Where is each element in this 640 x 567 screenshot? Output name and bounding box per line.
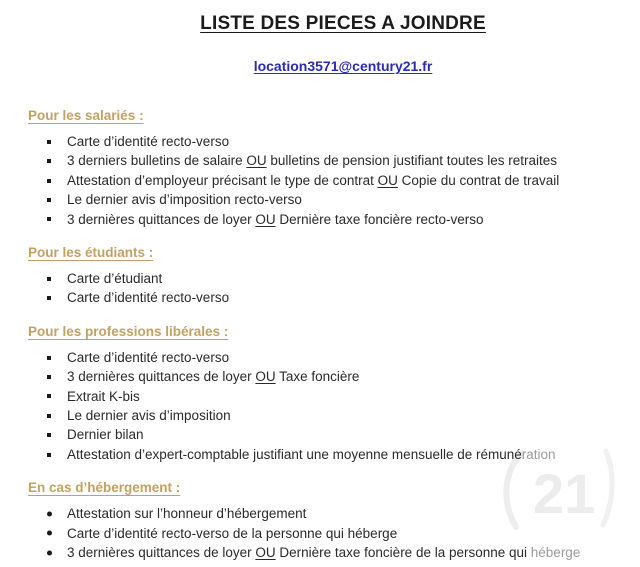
list-item-text: [67, 290, 229, 305]
list-item: [28, 269, 630, 288]
list-item-text: [67, 271, 162, 286]
text-segment: Carte d’identité recto-verso: [67, 290, 230, 306]
list-item-text: [67, 173, 559, 188]
text-segment: bulletins de pension justifiant toutes les retraites: [266, 153, 558, 169]
sections-container: [0, 107, 640, 563]
list-item-text: [67, 153, 557, 168]
text-segment: Copie du contrat de travail: [397, 172, 560, 188]
list-item: [28, 190, 630, 209]
list-item-text: [67, 408, 231, 423]
section-salaries: [28, 107, 630, 229]
square-bullet-icon: [47, 453, 51, 457]
section-heading: Pour les professions libérales :: [28, 323, 229, 339]
square-bullet-icon: [47, 433, 51, 437]
square-bullet-icon: [47, 140, 51, 144]
square-bullet-icon: [47, 217, 51, 221]
square-bullet-icon: [47, 394, 51, 398]
section-item-list: [28, 348, 630, 464]
list-item-text: [67, 134, 229, 149]
email-link[interactable]: location3571@century21.fr: [253, 58, 433, 74]
text-segment: Carte d’identité recto-verso: [67, 349, 230, 365]
square-bullet-icon: [47, 179, 51, 183]
list-item: [28, 210, 630, 229]
list-item-text: [67, 212, 483, 227]
section-heading: Pour les étudiants :: [28, 245, 154, 261]
list-item-text: [67, 447, 556, 462]
text-segment: OU: [255, 545, 276, 561]
section-heading: En cas d’hébergement :: [28, 480, 181, 496]
section-item-list: [28, 504, 630, 562]
list-item-text: [67, 526, 397, 541]
square-bullet-icon: [47, 375, 51, 379]
list-item-text: [67, 545, 580, 560]
list-item-text: [67, 389, 140, 404]
list-item-text: [67, 506, 306, 521]
watermark-21-text: 21: [533, 462, 596, 525]
disc-bullet-icon: [47, 550, 52, 555]
text-segment: Taxe foncière: [275, 369, 360, 385]
list-item: [28, 288, 630, 307]
disc-bullet-icon: [47, 531, 52, 536]
list-item: [28, 387, 630, 406]
text-segment: Attestation d’expert-comptable justifiant une moyenne mensuelle de rémuné: [67, 446, 522, 462]
list-item-text: [67, 192, 302, 207]
list-item: [28, 171, 630, 190]
text-segment: Dernier bilan: [67, 427, 144, 443]
text-segment: OU: [246, 153, 267, 169]
list-item-text: [67, 369, 359, 384]
text-segment: 3 derniers bulletins de salaire: [67, 153, 247, 169]
text-segment: OU: [255, 369, 276, 385]
square-bullet-icon: [47, 296, 51, 300]
section-item-list: [28, 132, 630, 229]
list-item: [28, 543, 630, 562]
text-segment: Carte d’identité recto-verso de la personne qui héberge: [67, 525, 398, 541]
text-segment: OU: [377, 172, 398, 188]
list-item-text: [67, 427, 144, 442]
square-bullet-icon: [47, 356, 51, 360]
text-segment: 3 dernières quittances de loyer: [67, 369, 256, 385]
list-item: [28, 524, 630, 543]
text-segment: Attestation sur l’honneur d’hébergement: [67, 506, 307, 522]
text-segment: 3 dernières quittances de loyer: [67, 211, 256, 227]
document-header: [0, 0, 640, 76]
text-segment: Carte d’étudiant: [67, 271, 163, 287]
list-item: [28, 445, 630, 464]
text-segment: ration: [521, 446, 556, 462]
section-item-list: [28, 269, 630, 308]
text-segment: Le dernier avis d’imposition: [67, 408, 231, 424]
list-item: [28, 406, 630, 425]
section-heading: Pour les salariés :: [28, 108, 144, 123]
text-segment: Le dernier avis d’imposition recto-verso: [67, 192, 302, 208]
section-etudiants: [28, 244, 630, 308]
text-segment: 3 dernières quittances de loyer: [67, 545, 256, 561]
section-hebergement: [28, 479, 630, 562]
list-item: [28, 132, 630, 151]
text-segment: Carte d’identité recto-verso: [67, 134, 230, 149]
text-segment: Dernière taxe foncière recto-verso: [275, 211, 484, 227]
text-segment: héberge: [530, 545, 581, 561]
text-segment: Extrait K-bis: [67, 388, 140, 404]
list-item-text: [67, 350, 229, 365]
list-item: [28, 348, 630, 367]
text-segment: OU: [255, 211, 276, 227]
disc-bullet-icon: [47, 511, 52, 516]
text-segment: Attestation d’employeur précisant le type de contrat: [67, 172, 378, 188]
square-bullet-icon: [47, 277, 51, 281]
section-professions-liberales: [28, 323, 630, 464]
square-bullet-icon: [47, 414, 51, 418]
list-item: [28, 425, 630, 444]
list-item: [28, 151, 630, 170]
list-item: [28, 367, 630, 386]
square-bullet-icon: [47, 159, 51, 163]
list-item: [28, 504, 630, 523]
page-title: LISTE DES PIECES A JOINDRE: [200, 13, 486, 34]
text-segment: Dernière taxe foncière de la personne qui: [275, 545, 531, 561]
square-bullet-icon: [47, 198, 51, 202]
